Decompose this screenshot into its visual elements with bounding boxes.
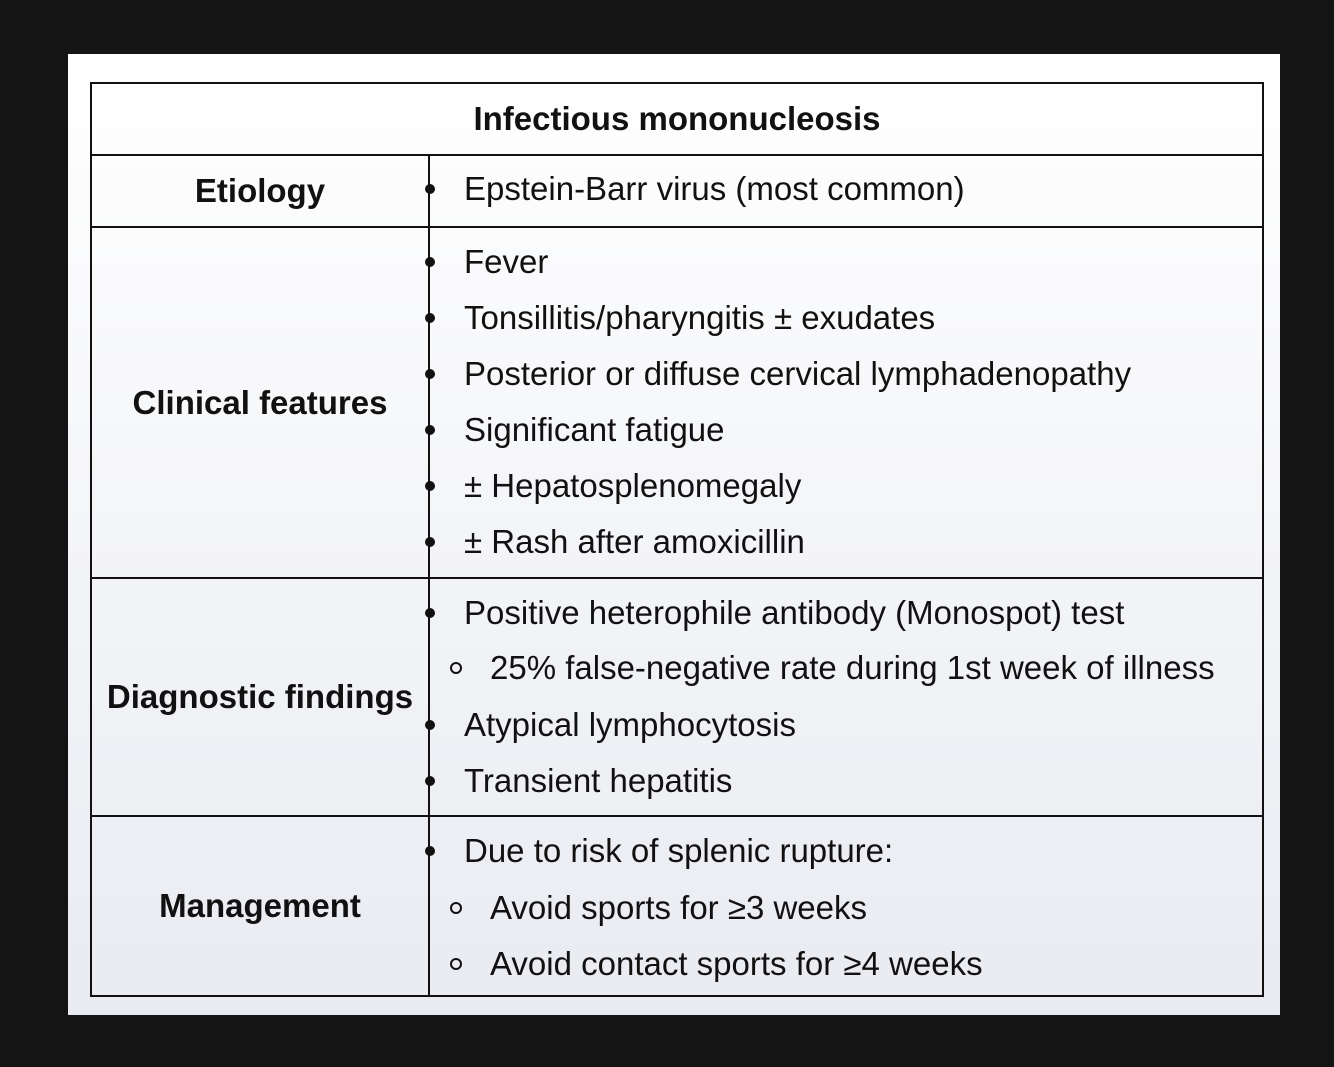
bullet-icon <box>425 369 435 379</box>
list-item: 25% false-negative rate during 1st week of illness <box>430 648 1262 688</box>
list-item: Avoid sports for ≥3 weeks <box>430 888 1262 928</box>
bullet-icon <box>425 608 435 618</box>
bullet-icon <box>425 425 435 435</box>
list-item: Due to risk of splenic rupture: <box>430 831 1262 871</box>
row-items-diagnostic-findings <box>430 579 1262 815</box>
list-item: ± Hepatosplenomegaly <box>430 466 1262 506</box>
list-item: Avoid contact sports for ≥4 weeks <box>430 944 1262 984</box>
row-items-clinical-features <box>430 228 1262 577</box>
row-etiology <box>92 156 1262 228</box>
row-clinical-features <box>92 228 1262 579</box>
list-item: Posterior or diffuse cervical lymphadenopathy <box>430 354 1262 394</box>
bullet-icon <box>425 481 435 491</box>
sub-bullet-icon <box>450 902 462 914</box>
list-item: Transient hepatitis <box>430 761 1262 801</box>
row-label-etiology: Etiology <box>92 156 430 226</box>
list-item: Significant fatigue <box>430 410 1262 450</box>
row-label-clinical-features: Clinical features <box>92 228 430 577</box>
sub-bullet-icon <box>450 662 462 674</box>
row-items-management <box>430 817 1262 995</box>
table-title: Infectious mononucleosis <box>92 84 1262 156</box>
list-item: Fever <box>430 242 1262 282</box>
list-item: Tonsillitis/pharyngitis ± exudates <box>430 298 1262 338</box>
bullet-icon <box>425 313 435 323</box>
bullet-icon <box>425 720 435 730</box>
row-label-diagnostic-findings: Diagnostic findings <box>92 579 430 815</box>
figure-card <box>68 54 1280 1015</box>
row-diagnostic-findings <box>92 579 1262 817</box>
bullet-icon <box>425 257 435 267</box>
bullet-icon <box>425 846 435 856</box>
sub-bullet-icon <box>450 958 462 970</box>
row-items-etiology <box>430 156 1262 226</box>
bullet-icon <box>425 776 435 786</box>
row-management <box>92 817 1262 995</box>
bullet-icon <box>425 537 435 547</box>
summary-table <box>90 82 1264 997</box>
bullet-icon <box>425 184 435 194</box>
list-item: Atypical lymphocytosis <box>430 705 1262 745</box>
row-label-management: Management <box>92 817 430 995</box>
list-item: ± Rash after amoxicillin <box>430 522 1262 562</box>
list-item: Epstein-Barr virus (most common) <box>430 169 1262 209</box>
list-item: Positive heterophile antibody (Monospot) test <box>430 593 1262 633</box>
